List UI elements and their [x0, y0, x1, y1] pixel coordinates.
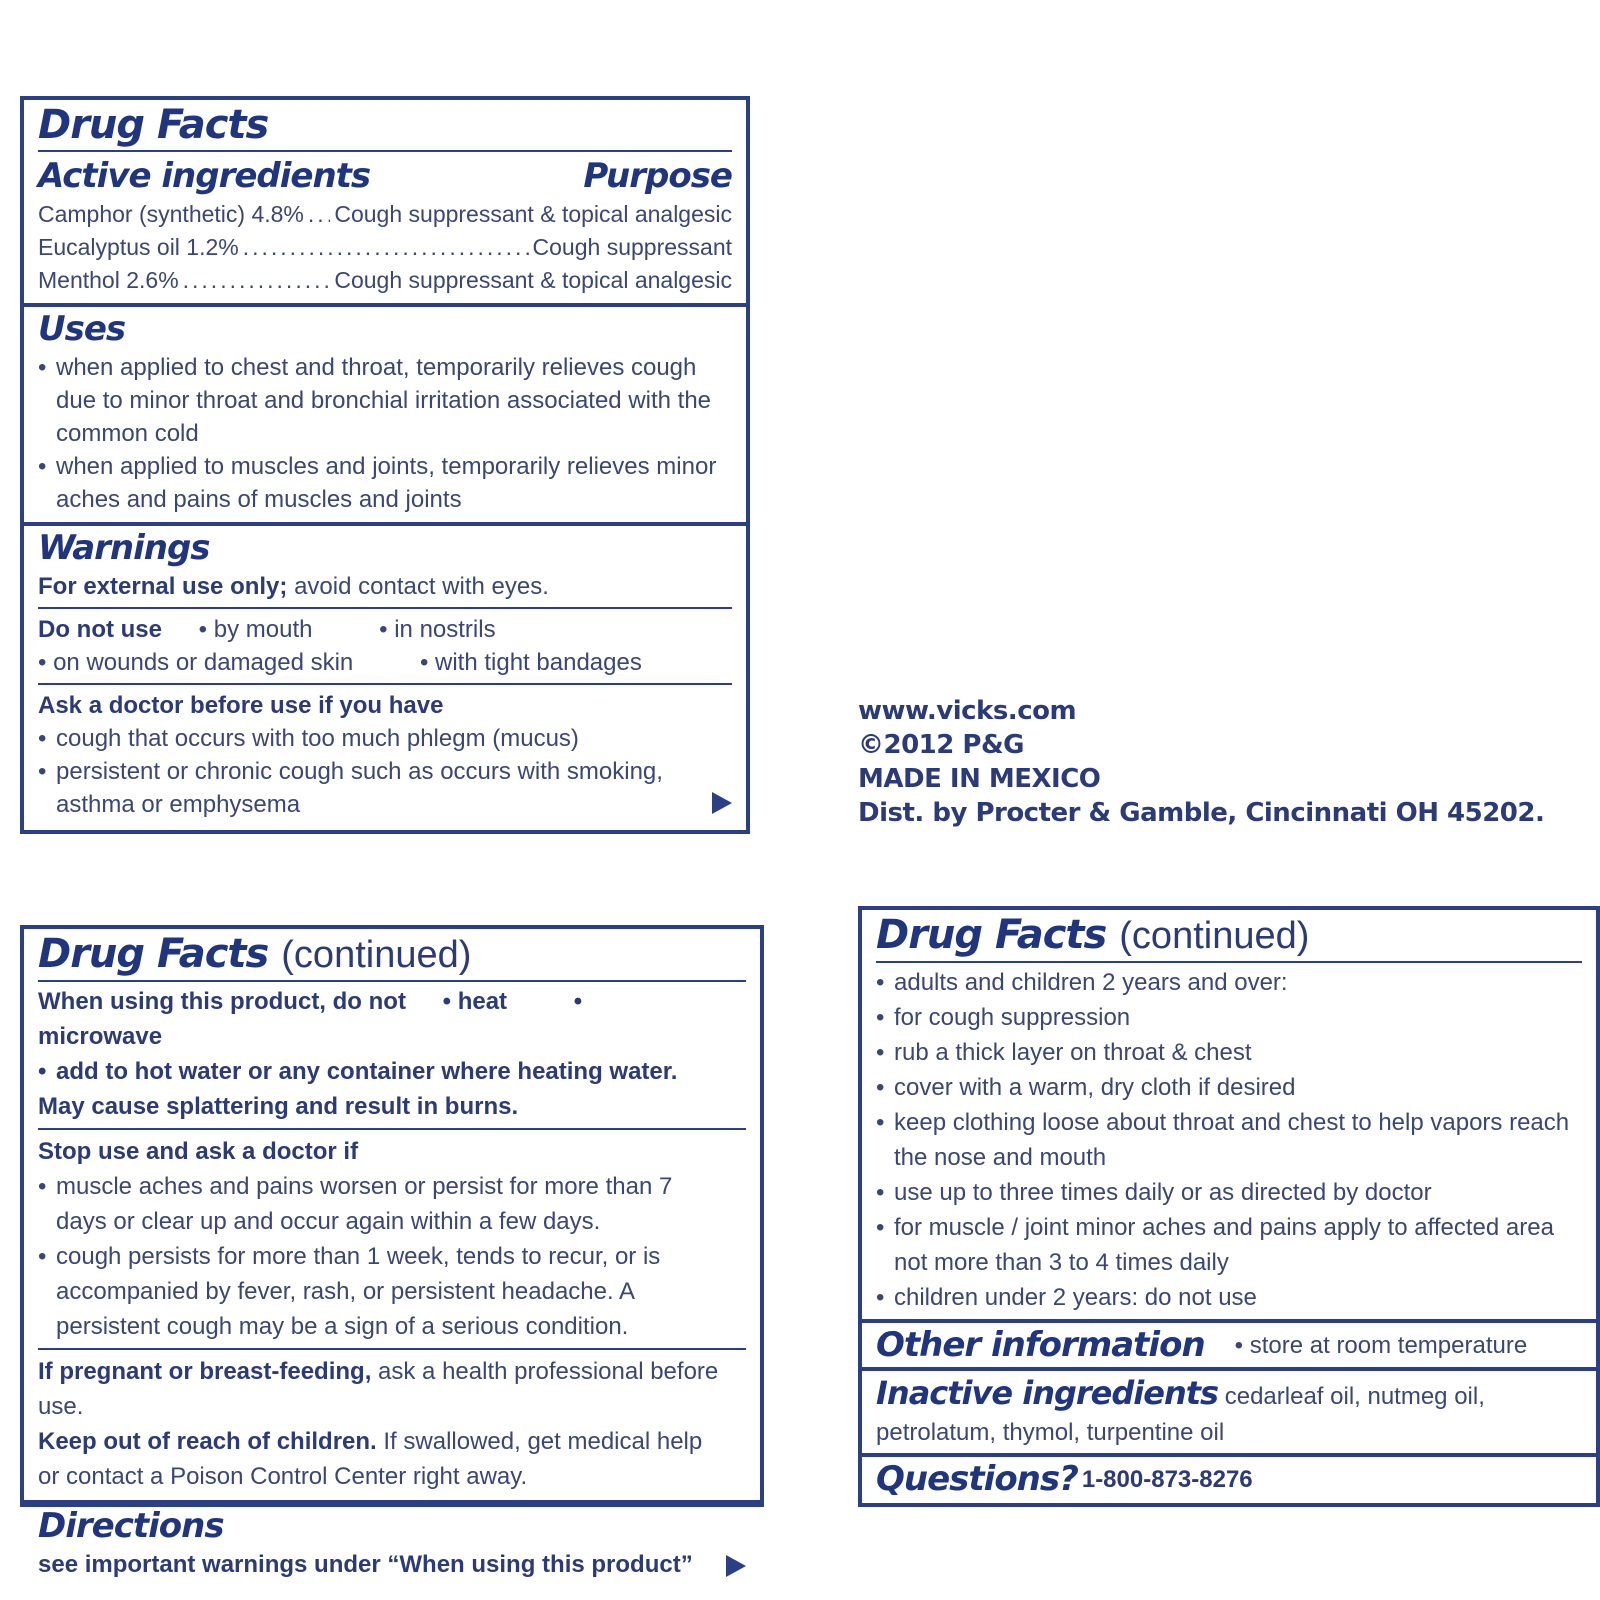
when-using-line: When using this product, do not • heat • microwave	[38, 988, 583, 1050]
external-use-rest: avoid contact with eyes.	[287, 573, 549, 600]
uses-section	[24, 307, 746, 526]
stop-use-item: • cough persists for more than 1 week, tends to recur, or is accompanied by fever, rash, or persistent headache. A persistent cough may be a sign of a serious condition.	[38, 1239, 746, 1344]
direction-item: • cover with a warm, dry cloth if desired	[876, 1070, 1582, 1105]
do-not-use-line-2: • on wounds or damaged skin • with tight bandages	[38, 649, 642, 676]
title-divider	[876, 961, 1582, 963]
warnings-heading: Warnings	[38, 528, 210, 568]
when-using-line-3: May cause splattering and result in burns.	[38, 1093, 519, 1120]
ingredient-purpose: Cough suppressant	[532, 234, 732, 260]
dot-leader	[183, 264, 331, 297]
do-not-use-item: by mouth	[213, 616, 313, 643]
ingredient-name: Eucalyptus oil 1.2%	[38, 234, 239, 260]
pregnant-rest: ask a health professional before use.	[38, 1358, 719, 1420]
distributor-info	[858, 694, 1544, 830]
ask-doctor-item: • cough that occurs with too much phlegm (mucus)	[38, 722, 732, 755]
drug-facts-title	[38, 929, 746, 980]
other-information-section	[862, 1323, 1596, 1371]
direction-item: • rub a thick layer on throat & chest	[876, 1035, 1582, 1070]
keep-out-rest: If swallowed, get medical help or contact a Poison Control Center right away.	[38, 1428, 703, 1490]
drug-facts-title: Drug Facts	[38, 102, 269, 148]
divider	[38, 683, 732, 685]
active-ingredients-section	[24, 198, 746, 307]
title-divider	[38, 150, 732, 152]
drug-facts-panel-continued-1	[20, 925, 764, 1578]
website: www.vicks.com	[858, 696, 1077, 726]
drug-facts-title	[876, 910, 1582, 961]
ingredient-name: Camphor (synthetic) 4.8%	[38, 201, 304, 227]
keep-out-bold: Keep out of reach of children.	[38, 1428, 377, 1455]
inactive-ingredients-section	[862, 1371, 1596, 1457]
divider	[38, 1128, 746, 1130]
other-information-heading: Other information	[876, 1325, 1205, 1365]
directions-heading: Directions	[38, 1506, 224, 1546]
ingredient-row	[38, 264, 732, 297]
ingredient-purpose: Cough suppressant & topical analgesic	[334, 201, 732, 227]
title-text: Drug Facts	[876, 912, 1107, 958]
continue-arrow-icon	[726, 1555, 746, 1577]
when-using-item: heat	[457, 988, 508, 1015]
stop-use-item: • muscle aches and pains worsen or persist for more than 7 days or clear up and occur again within a few days.	[38, 1169, 746, 1239]
inactive-ingredients-line	[876, 1371, 1582, 1451]
questions-phone: 1-800-873-8276	[1081, 1465, 1253, 1493]
do-not-use-item: on wounds or damaged skin	[53, 649, 354, 676]
distributor-line: Dist. by Procter & Gamble, Cincinnati OH 45202.	[858, 798, 1545, 828]
drug-facts-panel-continued-2	[858, 906, 1600, 1507]
external-use-bold: For external use only;	[38, 573, 288, 600]
keep-out-line	[38, 1424, 746, 1494]
inactive-ingredients-heading: Inactive ingredients	[876, 1374, 1219, 1412]
ingredient-row	[38, 198, 732, 231]
copyright: ©2012 P&G	[858, 730, 1024, 760]
external-use-line	[38, 570, 732, 603]
do-not-use-item: in nostrils	[394, 616, 496, 643]
continued-label: (continued)	[281, 934, 472, 976]
dot-leader	[308, 198, 330, 231]
inactive-ingredients-text: cedarleaf oil, nutmeg oil, petrolatum, thymol, turpentine oil	[876, 1383, 1485, 1446]
when-using-line-2: • add to hot water or any container where heating water.	[38, 1054, 746, 1089]
ask-doctor-item: • persistent or chronic cough such as occurs with smoking, asthma or emphysema	[38, 755, 732, 821]
uses-heading: Uses	[38, 309, 126, 349]
pregnant-bold: If pregnant or breast-feeding,	[38, 1358, 372, 1385]
uses-item: • when applied to muscles and joints, temporarily relieves minor aches and pains of muscles and joints	[38, 450, 732, 516]
do-not-use-line: Do not use • by mouth • in nostrils	[38, 616, 496, 643]
ingredient-row	[38, 231, 732, 264]
directions-continued-section	[862, 910, 1596, 1323]
ingredient-purpose: Cough suppressant & topical analgesic	[334, 267, 732, 293]
drug-facts-panel-main	[20, 96, 750, 834]
other-information-text: • store at room temperature	[1234, 1331, 1528, 1359]
do-not-use-item: with tight bandages	[435, 649, 642, 676]
other-information-item: store at room temperature	[1249, 1331, 1528, 1359]
direction-item: • children under 2 years: do not use	[876, 1280, 1582, 1315]
stop-use-heading: Stop use and ask a doctor if	[38, 1138, 359, 1165]
dot-leader	[243, 231, 529, 264]
questions-section	[862, 1457, 1596, 1501]
do-not-use-label: Do not use	[38, 616, 162, 643]
direction-item: • use up to three times daily or as directed by doctor	[876, 1175, 1582, 1210]
directions-text: see important warnings under “When using this product”	[38, 1551, 693, 1578]
direction-item: • for muscle / joint minor aches and pains apply to affected area not more than 3 to 4 times daily	[876, 1210, 1582, 1280]
continue-arrow-icon	[712, 792, 732, 814]
pregnant-line	[38, 1354, 746, 1424]
continued-label: (continued)	[1119, 915, 1310, 957]
divider	[38, 607, 732, 609]
uses-item: • when applied to chest and throat, temporarily relieves cough due to minor throat and bronchial irritation associated with the common cold	[38, 351, 732, 450]
divider	[38, 1348, 746, 1350]
direction-item: • for cough suppression	[876, 1000, 1582, 1035]
purpose-heading: Purpose	[583, 156, 732, 196]
active-ingredients-heading: Active ingredients	[38, 156, 371, 196]
warnings-section	[24, 526, 746, 824]
title-text: Drug Facts	[38, 931, 269, 977]
made-in: MADE IN MEXICO	[858, 764, 1101, 794]
when-using-section	[24, 929, 760, 1504]
questions-heading: Questions?	[876, 1459, 1078, 1499]
ingredient-name: Menthol 2.6%	[38, 267, 179, 293]
title-divider	[38, 980, 746, 982]
when-using-label: When using this product, do not	[38, 988, 406, 1015]
direction-item: • keep clothing loose about throat and chest to help vapors reach the nose and mouth	[876, 1105, 1582, 1175]
when-using-item: microwave	[38, 1023, 163, 1050]
directions-section	[24, 1504, 760, 1585]
ask-doctor-heading: Ask a doctor before use if you have	[38, 692, 444, 719]
direction-item: • adults and children 2 years and over:	[876, 965, 1582, 1000]
